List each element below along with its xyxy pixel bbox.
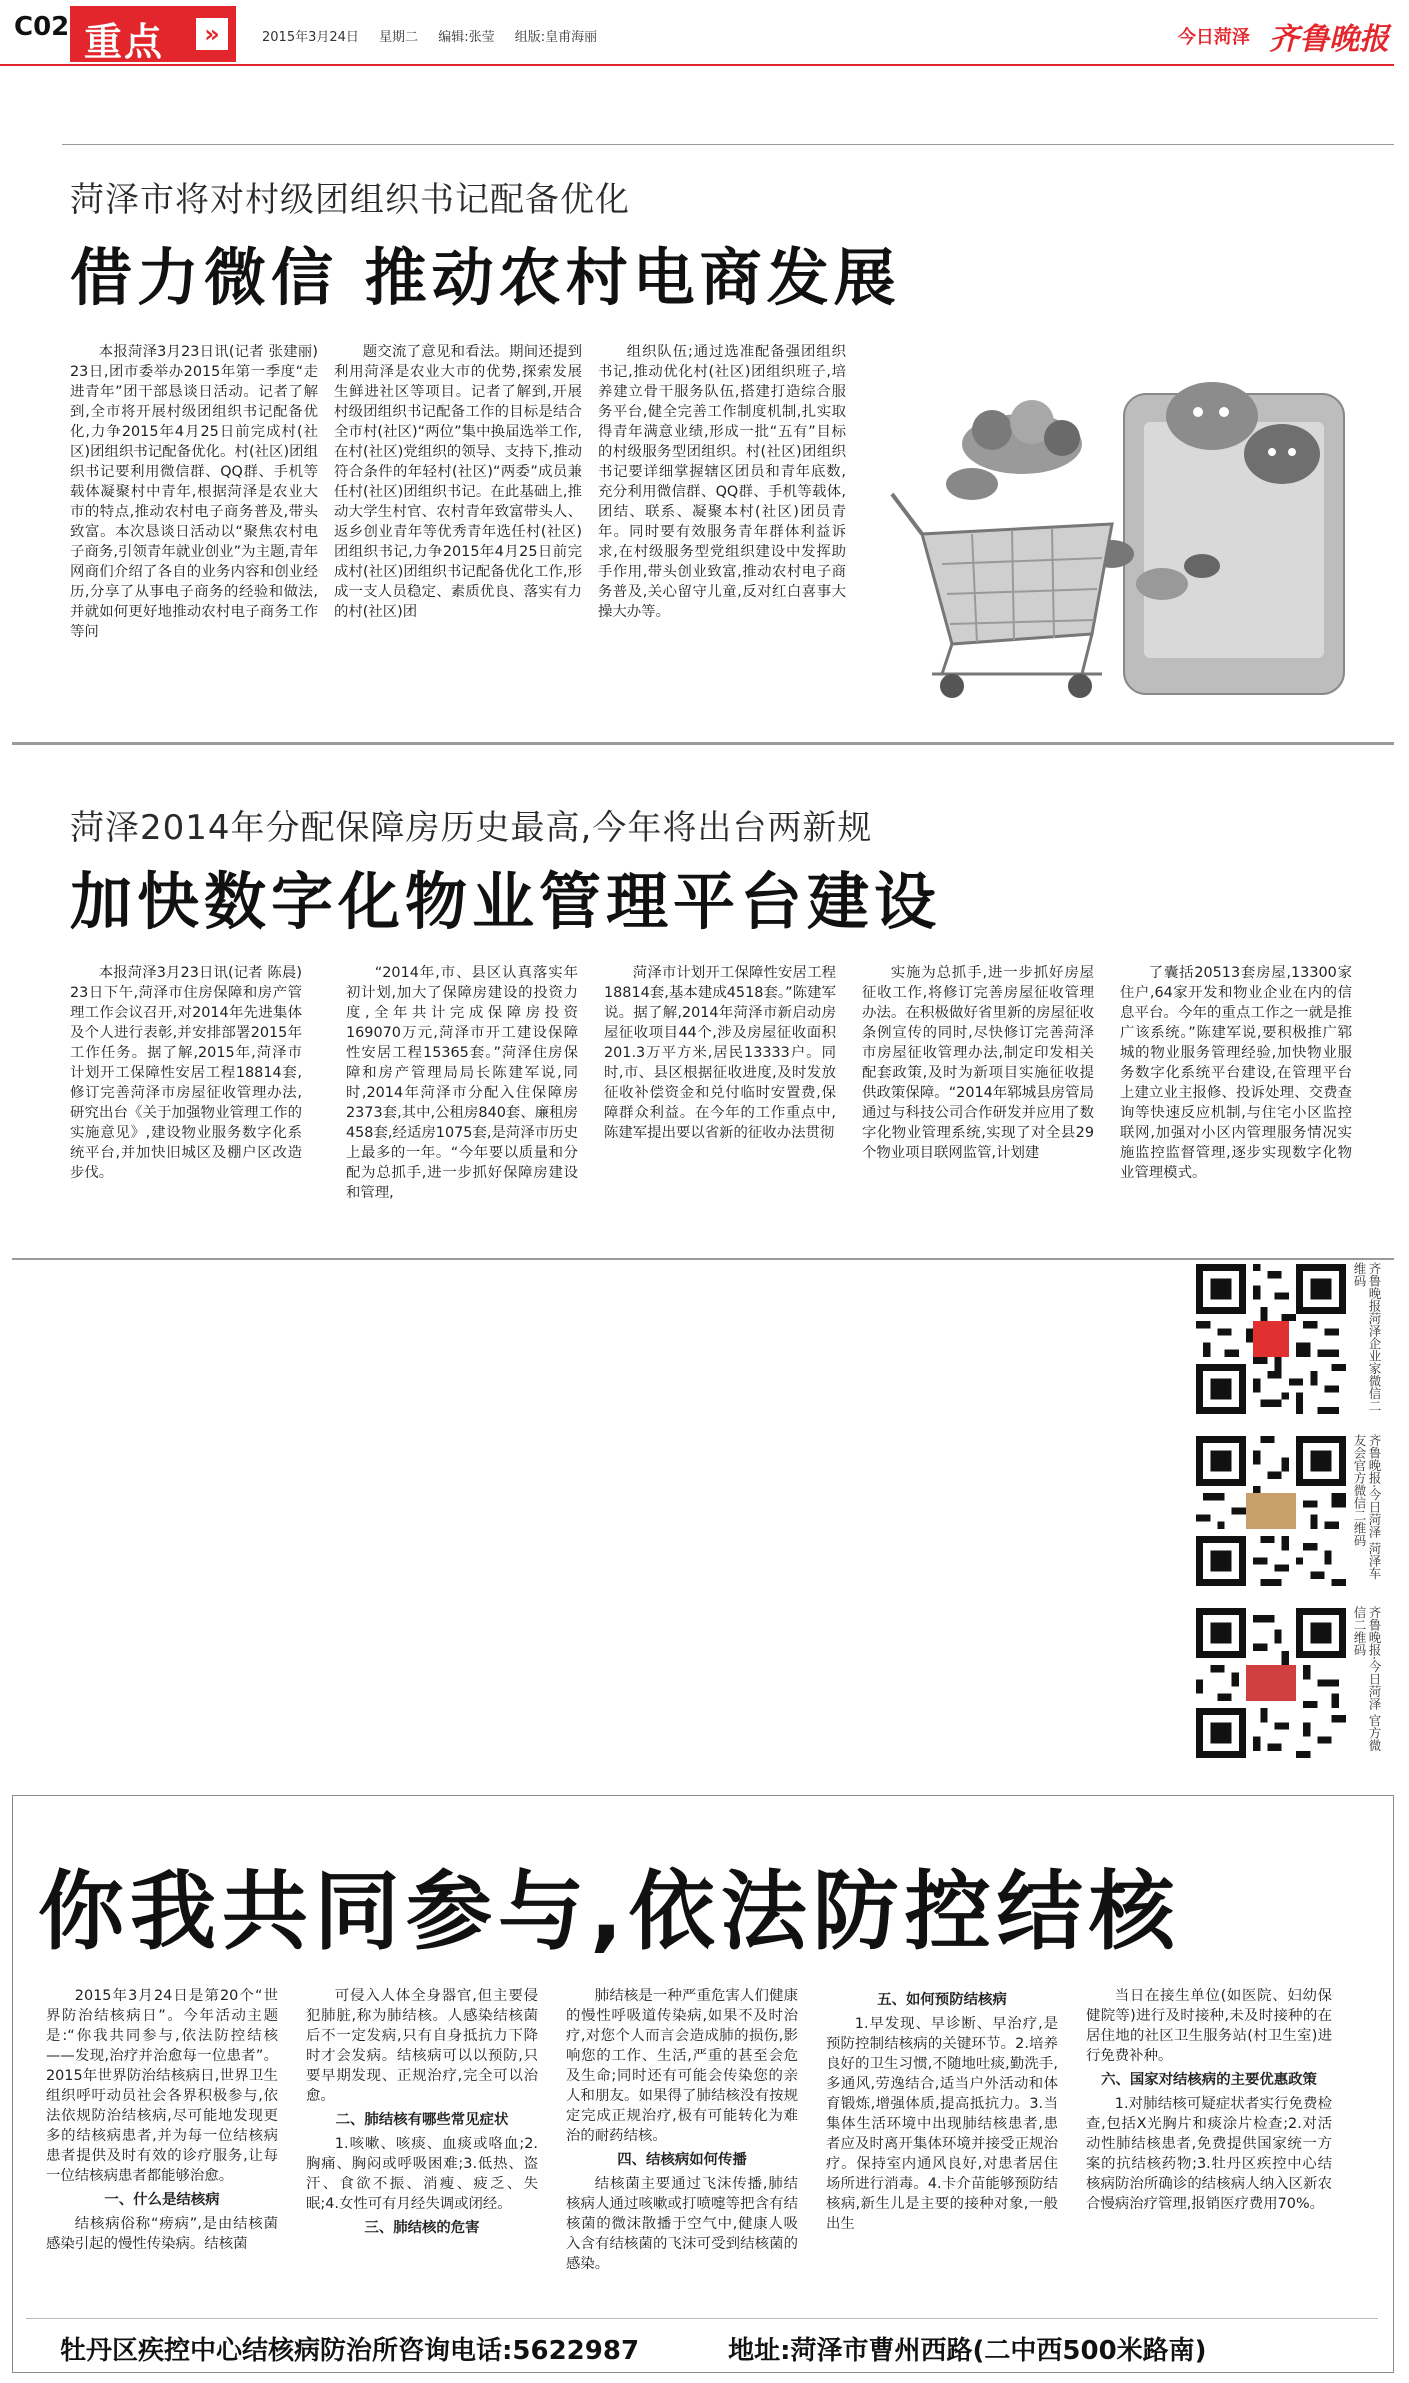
section-divider-2	[12, 1258, 1394, 1260]
tb-column-4: 五、如何预防结核病 1.早发现、早诊断、早治疗,是预防控制结核病的关键环节。2.培养良好的卫生习惯,不随地吐痰,勤洗手,多通风,劳逸结合,适当户外活动和体育锻炼,增强体质,提高抵抗力。3.当集体生活环境中出现肺结核患者,患者应及时离开集体环境并接受正规治疗。保持室内通风良好,对患者居住场所进行消毒。4.卡介苗能够预防结核病,新生儿是主要的接种对象,一般出生	[826, 1992, 1058, 2232]
tb-address: 地址:菏泽市曹州西路(二中西500米路南)	[728, 2336, 1207, 2366]
article2-column-4: 实施为总抓手,进一步抓好房屋征收工作,将修订完善房屋征收管理办法。在积极做好省里新的房屋征收条例宣传的同时,尽快修订完善菏泽市房屋征收管理办法,制定印发相关配套政策,及时为新项目实施征收提供政策保障。“2014年郓城县房管局通过与科技公司合作研发并应用了数字化物业管理系统,实现了对全县29个物业项目联网监管,计划建	[862, 965, 1094, 1161]
qr-code-2-caption: 齐鲁晚报·今日菏泽 菏泽车友会官方微信二维码	[1352, 1434, 1382, 1580]
section-divider-1	[12, 742, 1394, 745]
article2-headline: 加快数字化物业管理平台建设	[70, 865, 942, 938]
issue-date: 2015年3月24日	[262, 30, 359, 45]
tb-footer-rule	[26, 2318, 1378, 2319]
editor: 编辑:张莹	[438, 30, 495, 45]
qr-code-3-image	[1196, 1606, 1346, 1760]
ecommerce-illustration	[862, 334, 1386, 718]
region-name: 今日菏泽	[1177, 27, 1250, 48]
qr-code-1-image	[1196, 1262, 1346, 1416]
qr-code-1	[1196, 1262, 1346, 1416]
article2-column-5: 了囊括20513套房屋,13300家住户,64家开发和物业企业在内的信息平台。今年的重点工作之一就是推广该系统。”陈建军说,要积极推广郓城的物业服务管理经验,加快物业服务数字化系统平台建设,在管理平台上建立业主报修、投诉处理、交费查询等快速反应机制,与住宅小区监控联网,加强对小区内管理服务情况实施监控监督管理,逐步实现数字化物业管理模式。	[1120, 965, 1352, 1181]
issue-meta	[262, 26, 613, 45]
section-label: 重点	[84, 20, 165, 64]
article1-kicker: 菏泽市将对村级团组织书记配备优化	[70, 180, 630, 220]
qr-code-3	[1196, 1606, 1346, 1760]
article1-column-2: 题交流了意见和看法。期间还提到利用菏泽是农业大市的优势,探索发展生鲜进社区等项目。记者了解到,开展村级团组织书记配备工作的目标是结合全市村(社区)“两位”集中换届选举工作,在村(社区)党组织的领导、支持下,推动符合条件的年轻村(社区)“两委”成员兼任村(社区)团组织书记。在此基础上,推动大学生村官、农村青年致富带头人、返乡创业青年等优秀青年选任村(社区)团组织书记,力争2015年4月25日前完成村(社区)团组织书记配备优化工作,形成一支人员稳定、素质优良、落实有力的村(社区)团	[334, 344, 582, 620]
qr-code-2	[1196, 1434, 1346, 1588]
tb-contact-line	[60, 2330, 1287, 2367]
article2-column-1: 本报菏泽3月23日讯(记者 陈晨) 23日下午,菏泽市住房保障和房产管理工作会议召开,对2014年先进集体及个人进行表彰,并安排部署2015年工作任务。据了解,2015年,菏泽市计划开工保障性安居工程18814套,修订完善菏泽市房屋征收管理办法,研究出台《关于加强物业管理工作的实施意见》,建设物业服务数字化系统平台,并加快旧城区及棚户区改造步伐。	[70, 965, 302, 1181]
layout-editor: 组版:皇甫海丽	[514, 30, 598, 45]
section-tag	[70, 6, 236, 62]
tb-column-5: 当日在接生单位(如医院、妇幼保健院等)进行及时接种,未及时接种的在居住地的社区卫生服务站(村卫生室)进行免费补种。 六、国家对结核病的主要优惠政策 1.对肺结核可疑症状者实行免费检查,包括X光胸片和痰涂片检查;2.对活动性肺结核患者,免费提供国家统一方案的抗结核药物;3.牡丹区疾控中心结核病防治所确诊的结核病人纳入区新农合慢病治疗管理,报销医疗费用70%。	[1086, 1988, 1332, 2212]
tb-column-2: 可侵入人体全身器官,但主要侵犯肺脏,称为肺结核。人感染结核菌后不一定发病,只有自身抵抗力下降时才会发病。结核病可以以预防,只要早期发现、正规治疗,完全可以治愈。 二、肺结核有哪些常见症状 1.咳嗽、咳痰、血痰或咯血;2.胸痛、胸闷或呼吸困难;3.低热、盗汗、食欲不振、消瘦、疲乏、失眠;4.女性可有月经失调或闭经。 三、肺结核的危害	[306, 1988, 538, 2236]
newspaper-logo: 齐鲁晚报	[1269, 22, 1389, 57]
page-number: C02	[14, 12, 70, 42]
page-header	[0, 0, 1409, 64]
issue-weekday: 星期二	[379, 30, 419, 45]
article2-kicker: 菏泽2014年分配保障房历史最高,今年将出台两新规	[70, 808, 873, 848]
double-chevron-icon: »	[196, 18, 228, 50]
tb-phone: 牡丹区疾控中心结核病防治所咨询电话:5622987	[60, 2336, 640, 2366]
masthead	[1178, 14, 1389, 58]
header-rule	[0, 64, 1394, 66]
top-rule	[62, 144, 1394, 145]
article1-headline: 借力微信 推动农村电商发展	[70, 241, 901, 314]
article1-column-3: 组织队伍;通过选准配备强团组织书记,推动优化村(社区)团组织班子,培养建立骨干服务队伍,搭建打造综合服务平台,健全完善工作制度机制,扎实取得青年满意业绩,形成一批“五有”目标的村级服务型团组织。村(社区)团组织书记要详细掌握辖区团员和青年底数,充分利用微信群、QQ群、手机等载体,团结、联系、凝聚本村(社区)团员青年。同时要有效服务青年群体利益诉求,在村级服务型党组织建设中发挥助手作用,带头创业致富,推动农村电子商务普及,关心留守儿童,反对红白喜事大操大办等。	[598, 344, 846, 620]
article2-column-2: “2014年,市、县区认真落实年初计划,加大了保障房建设的投资力度,全年共计完成保障房投资169070万元,菏泽市开工建设保障性安居工程15365套。”菏泽住房保障和房产管理局局长陈建军说,同时,2014年菏泽市分配入住保障房2373套,其中,公租房840套、廉租房458套,经适房1075套,是菏泽市历史上最多的一年。“今年要以质量和分配为总抓手,进一步抓好保障房建设和管理,	[346, 965, 578, 1201]
tb-campaign-title: 你我共同参与,依法防控结核	[38, 1862, 1181, 1962]
qr-code-3-caption: 齐鲁晚报·今日菏泽 官方微信二维码	[1352, 1606, 1382, 1752]
tb-column-3: 肺结核是一种严重危害人们健康的慢性呼吸道传染病,如果不及时治疗,对您个人而言会造成肺的损伤,影响您的工作、生活,严重的甚至会危及生命;同时还有可能会传染您的亲人和朋友。如果得了肺结核没有按规定完成正规治疗,极有可能转化为难治的耐药结核。 四、结核病如何传播 结核菌主要通过飞沫传播,肺结核病人通过咳嗽或打喷嚏等把含有结核菌的微沫散播于空气中,健康人吸入含有结核菌的飞沫可受到结核菌的感染。	[566, 1988, 798, 2272]
qr-code-1-caption: 齐鲁晚报菏泽企业家微信二维码	[1352, 1262, 1382, 1412]
article2-column-3: 菏泽市计划开工保障性安居工程18814套,基本建成4518套。”陈建军说。据了解,2014年菏泽市新启动房屋征收项目44个,涉及房屋征收面积201.3万平方米,居民13333户。同时,市、县区根据征收进度,及时发放征收补偿资金和兑付临时安置费,保障群众利益。在今年的工作重点中,陈建军提出要以省新的征收办法贯彻	[604, 965, 836, 1141]
tb-column-1: 2015年3月24日是第20个“世界防治结核病日”。今年活动主题是:“你我共同参与,依法防控结核——发现,治疗并治愈每一位患者”。2015年世界防治结核病日,世界卫生组织呼吁动员社会各界积极参与,依法依规防治结核病,尽可能地发现更多的结核病患者,并为每一位结核病患者提供及时有效的诊疗服务,让每一位结核病患者都能够治愈。 一、什么是结核病 结核病俗称“痨病”,是由结核菌感染引起的慢性传染病。结核菌	[46, 1988, 278, 2252]
article1-column-1: 本报菏泽3月23日讯(记者 张建丽) 23日,团市委举办2015年第一季度“走进青年”团干部恳谈日活动。记者了解到,全市将开展村级团组织书记配备优化,力争2015年4月25日前完成村(社区)团组织书记配备优化。村(社区)团组织书记要利用微信群、QQ群、手机等载体凝聚村中青年,根据菏泽是农业大市的特点,推动农村电子商务普及,带头致富。本次恳谈日活动以“聚焦农村电子商务,引领青年就业创业”为主题,青年网商们介绍了各自的业务内容和创业经历,分享了从事电子商务的经验和做法,并就如何更好地推动农村电子商务工作等问	[70, 344, 318, 640]
qr-code-2-image	[1196, 1434, 1346, 1588]
